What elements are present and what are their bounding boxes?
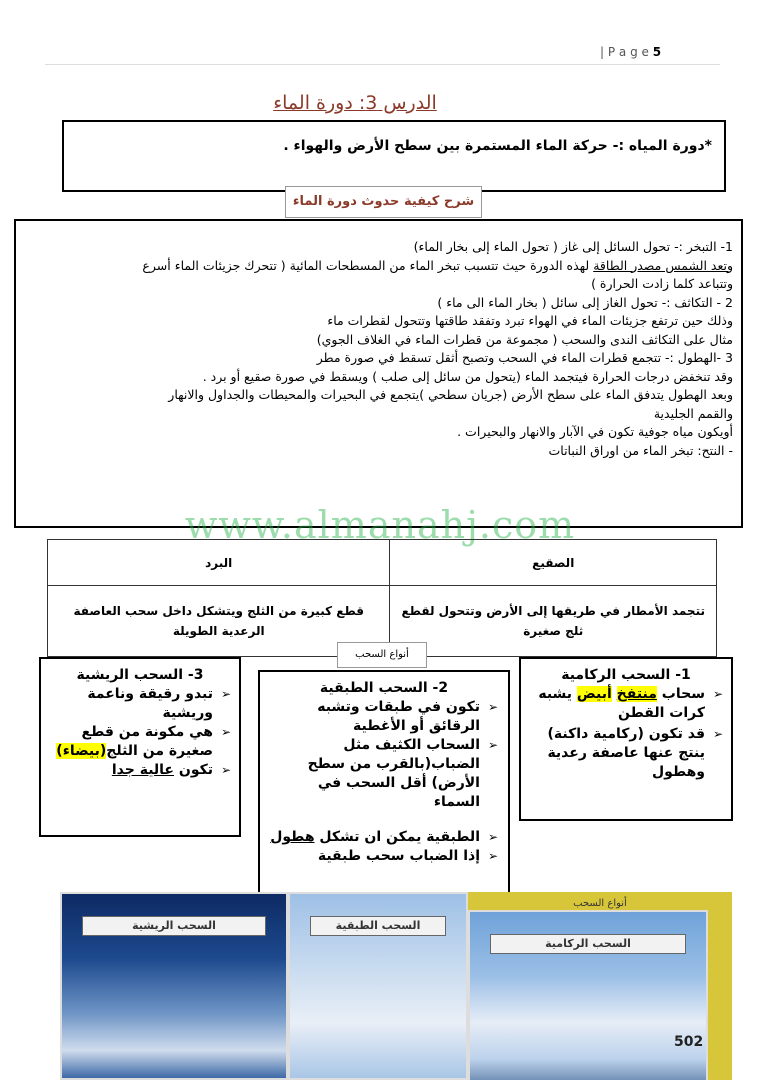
explanation-tab: شرح كيفية حدوث دورة الماء: [285, 186, 482, 218]
chevron-bullet-icon: ➢: [220, 687, 231, 701]
list-item: ➢ سحاب منتفخ أبيض يشبه كرات القطن: [538, 686, 723, 721]
table-header-row: [48, 540, 717, 586]
chevron-bullet-icon: ➢: [487, 738, 498, 752]
transpiration-line: - النتح: تبخر الماء من اوراق النباتات: [548, 442, 733, 458]
header-rule: [45, 64, 720, 65]
cloud-types-photo: [60, 892, 732, 1080]
condensation-example-line: مثال على التكاثف الندى والسحب ( مجموعة من قطرات الماء في الغلاف الجوي): [316, 331, 733, 347]
page-header: [600, 45, 720, 59]
stratus-title: 2- السحب الطبقية: [319, 680, 449, 696]
molecules-line: وتتباعد كلما زادت الحرارة ): [591, 276, 733, 291]
underlined-precipitation: هطول: [270, 829, 315, 845]
freezing-line: وقد تنخفض درجات الحرارة فيتجمد الماء (يتحول من سائل إلى صلب ) ويسقط في صورة صقيع أو برد .: [202, 368, 733, 384]
chevron-bullet-icon: ➢: [712, 687, 723, 701]
stratus-photo-label: السحب الطبقية: [310, 916, 446, 936]
evaporation-line: 1- التبخر :- تحول السائل إلى غاز ( تحول الماء إلى بخار الماء): [413, 239, 733, 254]
ice-caps-line: والقمم الجليدية: [653, 405, 733, 421]
watermark: www.almanahj.com: [184, 503, 576, 547]
cumulus-box: [519, 657, 733, 821]
list-item: ➢ إذا الضباب سحب طبقية: [317, 848, 498, 864]
cirrus-box: [39, 657, 241, 837]
cirrus-photo-panel: [60, 892, 288, 1080]
lesson-title: الدرس 3: دورة الماء: [273, 92, 437, 114]
list-item: ➢ الطبقية يمكن ان تشكل هطول: [270, 829, 498, 845]
snow-description: تتجمد الأمطار في طريقها إلى الأرض وتتحول لقطع ثلج صغيرة: [390, 586, 717, 657]
explanation-body: [23, 238, 733, 460]
chevron-bullet-icon: ➢: [220, 763, 231, 777]
list-item: ➢ تكون في طبقات وتشبه الرقائق أو الأغطية: [317, 699, 498, 734]
precipitation-line: 3 -الهطول :- تتجمع قطرات الماء في السحب وتصبح أثقل تسقط في صورة مطر: [316, 350, 733, 365]
chevron-bullet-icon: ➢: [487, 700, 498, 714]
chevron-bullet-icon: ➢: [712, 727, 723, 741]
chevron-bullet-icon: ➢: [487, 849, 498, 863]
cloud-types-tab: أنواع السحب: [337, 642, 427, 668]
list-item: ➢ قد تكون (ركامية داكنة) ينتج عنها عاصفة رعدية وهطول: [547, 726, 723, 780]
book-top-label: أنواع السحب: [573, 898, 627, 909]
list-item: ➢ هي مكونة من قطع صغيرة من الثلج(بيضاء): [56, 724, 231, 759]
list-item: ➢ تكون عالية جدا: [111, 762, 231, 778]
definition-text: *دورة المياه :- حركة الماء المستمرة بين سطح الأرض والهواء .: [283, 138, 712, 154]
snow-hail-table: [47, 539, 717, 657]
condensation-detail-line: وذلك حين ترتفع جزيئات الماء في الهواء تبرد وتفقد طاقتها وتتحول لقطرات ماء: [327, 313, 733, 328]
cirrus-title: 3- السحب الريشية: [76, 667, 204, 683]
cumulus-photo-label: السحب الركامية: [490, 934, 686, 954]
sun-energy-rest: لهذه الدورة حيث تتسبب تبخر الماء من المسطحات المائية ( تتحرك جزيئات الماء أسرع: [142, 257, 594, 273]
definition-box: [62, 120, 726, 192]
page-label: | P a g e: [600, 45, 649, 59]
cirrus-photo-label: السحب الريشية: [82, 916, 266, 936]
cumulus-photo-panel: [468, 910, 708, 1080]
condensation-line: 2 - التكاثف :- تحول الغاز إلى سائل ( بخار الماء الى ماء ): [437, 294, 733, 310]
underlined-very-high: عالية جدا: [111, 762, 174, 778]
stratus-photo-panel: [288, 892, 468, 1080]
cumulus-heading: [529, 667, 723, 683]
hail-description: قطع كبيرة من الثلج ويتشكل داخل سحب العاصفة الرعدية الطويلة: [48, 586, 390, 657]
highlight-white: أبيض: [576, 686, 612, 702]
chevron-bullet-icon: ➢: [487, 830, 498, 844]
table-header-snow: الصقيع: [390, 540, 717, 586]
page-number: 5: [652, 45, 662, 59]
runoff-line: وبعد الهطول يتدفق الماء على سطح الأرض (جريان سطحي )يتجمع في البحيرات والمحيطات والجداول والانهار: [168, 387, 733, 402]
cumulus-title: السحب الركامية: [561, 667, 671, 683]
chevron-bullet-icon: ➢: [220, 725, 231, 739]
stratus-box: [258, 670, 510, 892]
book-page-number: 502: [674, 1034, 704, 1050]
sun-energy-line: [23, 257, 733, 276]
list-item: ➢ السحاب الكثيف مثل الضباب(بالقرب من سطح الأرض) أقل السحب في السماء: [307, 737, 498, 810]
groundwater-line: أويكون مياه جوفية تكون في الآبار والانهار والبحيرات .: [457, 424, 733, 439]
highlight-puffy: منتفخ: [616, 686, 657, 702]
cumulus-number: 1-: [675, 667, 691, 683]
list-item: ➢ تبدو رقيقة وناعمة وريشية: [87, 686, 231, 721]
sun-energy-underlined: وتعد الشمس مصدر الطاقة: [593, 257, 733, 273]
highlight-white-ice: (بيضاء): [56, 743, 107, 759]
table-header-hail: البرد: [48, 540, 390, 586]
